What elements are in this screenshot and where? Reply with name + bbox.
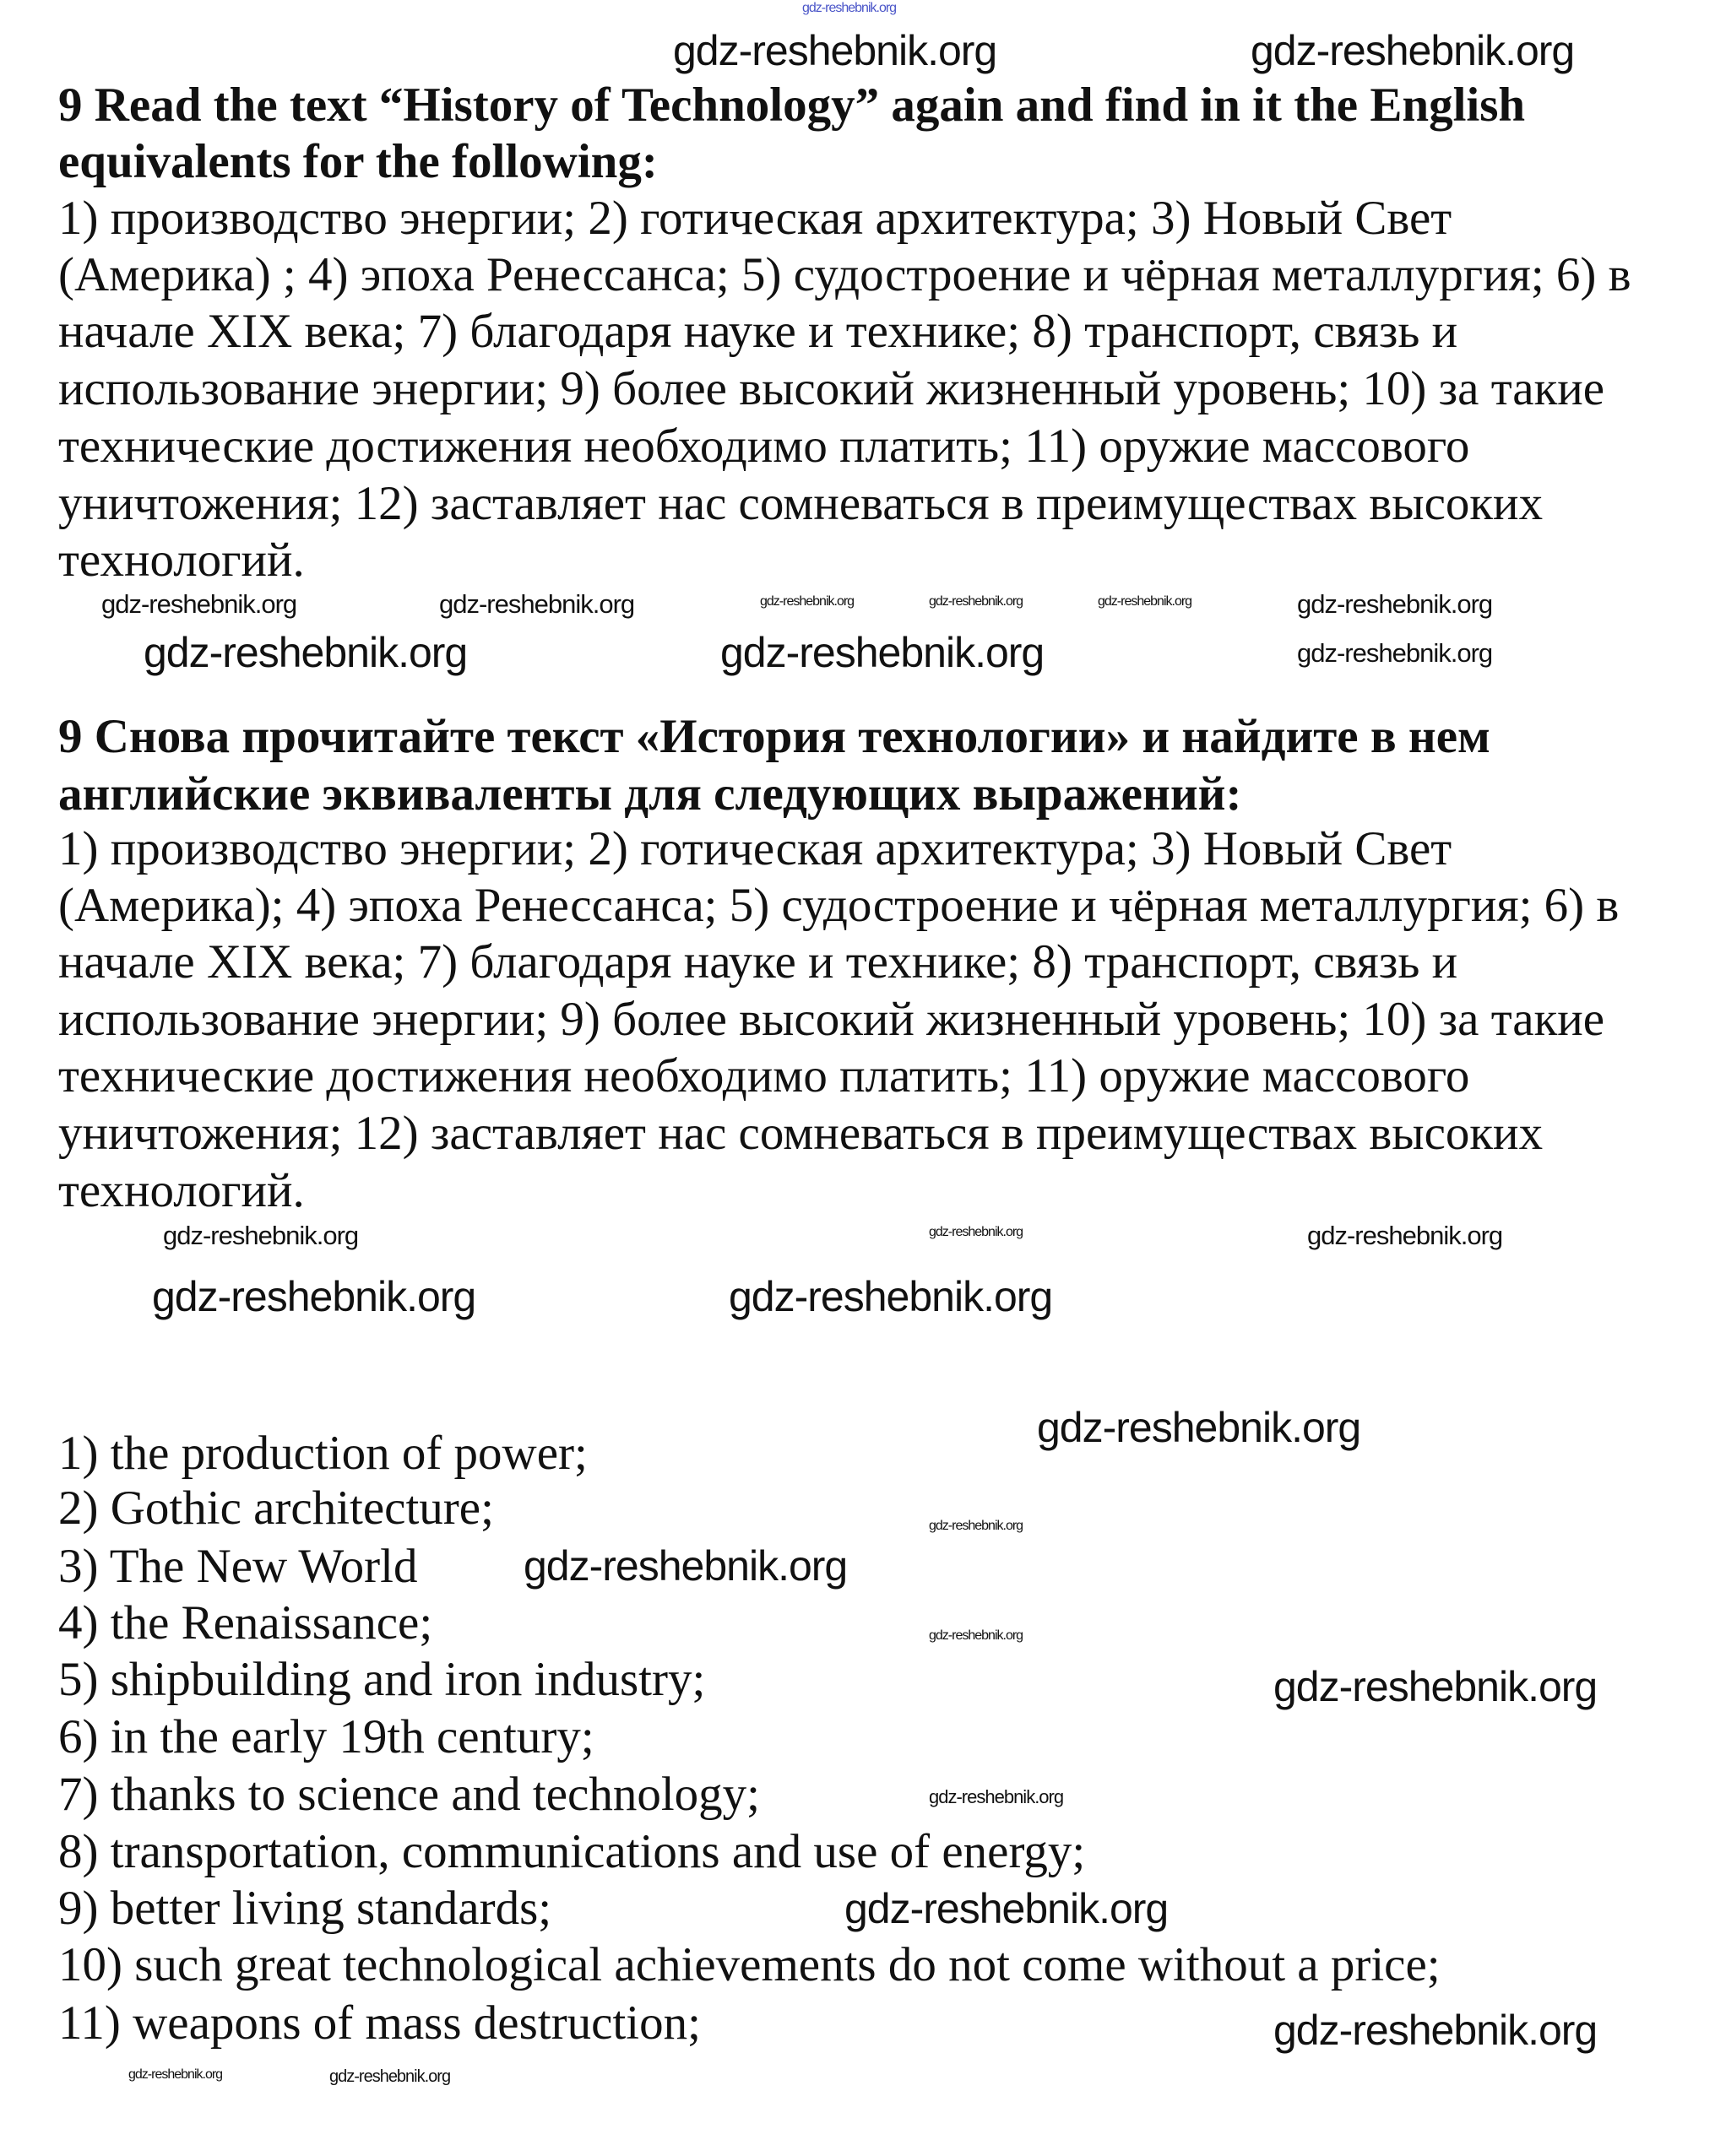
answer-item: 10) such great technological achievements do not come without a price; [58, 1938, 1441, 1991]
answer-item: 9) better living standards; [58, 1882, 552, 1935]
watermark: gdz-reshebnik.org [1307, 1221, 1503, 1250]
answer-item: 7) thanks to science and technology; [58, 1768, 761, 1821]
watermark: gdz-reshebnik.org [1037, 1404, 1361, 1451]
task-en-body-line: использование энергии; 9) более высокий жизненный уровень; 10) за такие [58, 362, 1605, 415]
watermark: gdz-reshebnik.org [1273, 2007, 1598, 2054]
task-ru-body-line: начале XIX века; 7) благодаря науке и технике; 8) транспорт, связь и [58, 935, 1458, 989]
task-ru-body-line: использование энергии; 9) более высокий жизненный уровень; 10) за такие [58, 993, 1605, 1046]
task-ru-heading-line: английские эквиваленты для следующих выражений: [58, 767, 1242, 821]
watermark: gdz-reshebnik.org [929, 1628, 1023, 1643]
answer-item: 1) the production of power; [58, 1427, 588, 1480]
task-ru-body-line: уничтожения; 12) заставляет нас сомневаться в преимуществах высоких [58, 1107, 1544, 1160]
task-en-heading-line: 9 Read the text “History of Technology” again and find in it the English [58, 79, 1526, 132]
watermark: gdz-reshebnik.org [844, 1885, 1169, 1932]
answer-item: 2) Gothic architecture; [58, 1482, 494, 1535]
task-en-body-line: (Америка) ; 4) эпоха Ренессанса; 5) судостроение и чёрная металлургия; 6) в [58, 248, 1631, 301]
watermark: gdz-reshebnik.org [524, 1542, 848, 1590]
watermark: gdz-reshebnik.org [929, 1786, 1064, 1807]
task-en-body-line: технические достижения необходимо платить; 11) оружие массового [58, 420, 1470, 473]
watermark: gdz-reshebnik.org [163, 1221, 359, 1250]
watermark: gdz-reshebnik.org [729, 1273, 1053, 1320]
watermark: gdz-reshebnik.org [673, 27, 997, 74]
task-en-heading-line: equivalents for the following: [58, 135, 658, 188]
task-en-body-line: 1) производство энергии; 2) готическая архитектура; 3) Новый Свет [58, 192, 1452, 245]
watermark: gdz-reshebnik.org [720, 629, 1045, 676]
watermark: gdz-reshebnik.org [128, 2067, 223, 2082]
task-ru-heading-line: 9 Снова прочитайте текст «История технологии» и найдите в нем [58, 710, 1490, 763]
watermark: gdz-reshebnik.org [802, 1, 897, 15]
watermark: gdz-reshebnik.org [439, 589, 635, 619]
answer-item: 4) the Renaissance; [58, 1596, 433, 1650]
watermark: gdz-reshebnik.org [152, 1273, 476, 1320]
answer-item: 11) weapons of mass destruction; [58, 1996, 701, 2050]
task-en-body-line: уничтожения; 12) заставляет нас сомневаться в преимуществах высоких [58, 477, 1544, 530]
watermark: gdz-reshebnik.org [101, 589, 297, 619]
watermark: gdz-reshebnik.org [1251, 27, 1575, 74]
answer-item: 5) shipbuilding and iron industry; [58, 1653, 706, 1706]
task-ru-body-line: 1) производство энергии; 2) готическая архитектура; 3) Новый Свет [58, 822, 1452, 875]
watermark: gdz-reshebnik.org [929, 1519, 1023, 1533]
watermark: gdz-reshebnik.org [329, 2067, 451, 2086]
watermark: gdz-reshebnik.org [760, 594, 855, 609]
watermark: gdz-reshebnik.org [929, 1225, 1023, 1239]
answer-item: 3) The New World [58, 1540, 418, 1593]
task-ru-body-line: технологий. [58, 1164, 305, 1217]
watermark: gdz-reshebnik.org [929, 594, 1023, 609]
answer-item: 6) in the early 19th century; [58, 1710, 594, 1763]
task-ru-body-line: технические достижения необходимо платить; 11) оружие массового [58, 1049, 1470, 1102]
watermark: gdz-reshebnik.org [1098, 594, 1192, 609]
task-en-body-line: начале XIX века; 7) благодаря науке и технике; 8) транспорт, связь и [58, 305, 1458, 358]
task-ru-body-line: (Америка); 4) эпоха Ренессанса; 5) судостроение и чёрная металлургия; 6) в [58, 879, 1620, 932]
watermark: gdz-reshebnik.org [1297, 638, 1493, 668]
watermark: gdz-reshebnik.org [1273, 1663, 1598, 1710]
answer-item: 8) transportation, communications and use of energy; [58, 1825, 1086, 1878]
task-en-body-line: технологий. [58, 534, 305, 587]
watermark: gdz-reshebnik.org [144, 629, 468, 676]
watermark: gdz-reshebnik.org [1297, 589, 1493, 619]
